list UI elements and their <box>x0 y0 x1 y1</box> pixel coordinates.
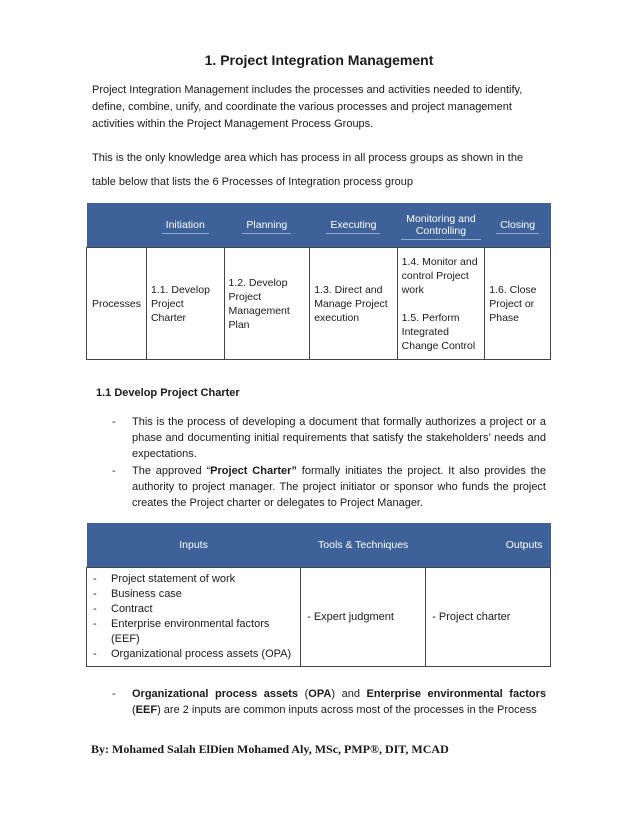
bullet-dash: - <box>112 465 116 477</box>
bullet-dash: - <box>93 618 97 630</box>
header-monitoring-label: Monitoring and Controlling <box>401 211 481 240</box>
input-item: Project statement of work <box>111 573 236 585</box>
process-groups-table <box>86 203 551 360</box>
bullet-text-bold: Project Charter” <box>210 465 297 477</box>
list-item <box>93 572 294 587</box>
bullet-text-b: formally initiates the project. It also provides the authority to project manager. The project initiator or sponsor who funds the project creates the Project charter or delegates to Project Manager. <box>132 465 546 509</box>
final-bullets <box>112 686 546 719</box>
list-item <box>93 647 294 662</box>
list-item <box>112 686 546 718</box>
bullet-dash: - <box>93 648 97 660</box>
bullet-dash: - <box>93 573 97 585</box>
header-planning <box>224 203 310 248</box>
term-eef-full: Enterprise environmental factors <box>366 688 546 700</box>
page-footer: By: Mohamed Salah ElDien Mohamed Aly, MSc, PMP®, DIT, MCAD <box>91 742 449 756</box>
list-item <box>112 463 546 511</box>
bullet-dash: - <box>112 416 116 428</box>
input-item: Business case <box>111 588 182 600</box>
intro-paragraph-2: This is the only knowledge area which has process in all process groups as shown in the table below that lists the 6 Processes of Integration process group <box>92 152 524 188</box>
header-closing <box>485 203 551 248</box>
term-opa-full: Organizational process assets <box>132 688 299 700</box>
bullet-text: This is the process of developing a document that formally authorizes a project or a phase and documenting initial requirements that satisfy the stakeholders’ needs and expectations. <box>132 416 546 460</box>
cell-tools: - Expert judgment <box>301 568 426 667</box>
ito-table <box>86 523 551 667</box>
inputs-list <box>93 572 294 662</box>
text-part: ) are 2 inputs are common inputs across most of the processes in the Process <box>157 704 537 716</box>
header-tools: Tools & Techniques <box>301 523 426 568</box>
bullet-dash: - <box>93 588 97 600</box>
text-part: ( <box>132 704 136 716</box>
bullet-dash: - <box>93 603 97 615</box>
cell-inputs <box>87 568 301 667</box>
input-item: Enterprise environmental factors (EEF) <box>111 618 270 645</box>
list-item <box>93 587 294 602</box>
process-table-header-row <box>87 203 551 248</box>
header-initiation <box>146 203 224 248</box>
text-part: ) and <box>331 688 367 700</box>
header-initiation-label: Initiation <box>162 217 209 234</box>
header-planning-label: Planning <box>242 217 291 234</box>
row-label-processes: Processes <box>87 248 147 360</box>
header-empty <box>87 203 147 248</box>
section-1-1-bullets <box>112 414 546 512</box>
header-executing-label: Executing <box>326 217 380 234</box>
header-outputs: Outputs <box>426 523 551 568</box>
cell-planning: 1.2. Develop Project Management Plan <box>224 248 310 360</box>
cell-initiation: 1.1. Develop Project Charter <box>146 248 224 360</box>
ito-header-row <box>87 523 551 568</box>
header-inputs: Inputs <box>87 523 301 568</box>
cell-outputs: - Project charter <box>426 568 551 667</box>
term-eef: EEF <box>135 704 158 716</box>
cell-monitoring <box>397 248 485 360</box>
bullet-dash: - <box>112 688 116 700</box>
cell-executing: 1.3. Direct and Manage Project execution <box>310 248 397 360</box>
intro-paragraph-1: Project Integration Management includes the processes and activities needed to identify, define, combine, unify, and coordinate the various processes and project management activities within the Project Management Process Groups. <box>92 84 523 130</box>
input-item: Contract <box>111 603 153 615</box>
cell-monitoring-1-4: 1.4. Monitor and control Project work <box>401 255 478 296</box>
term-opa: OPA <box>308 688 332 700</box>
process-table-row <box>87 248 551 360</box>
input-item: Organizational process assets (OPA) <box>111 648 292 660</box>
text-part: ( <box>298 688 309 700</box>
section-heading-1-1: 1.1 Develop Project Charter <box>96 387 240 399</box>
bullet-text-a: The approved “ <box>132 465 211 477</box>
header-executing <box>310 203 397 248</box>
list-item <box>93 602 294 617</box>
header-closing-label: Closing <box>496 217 539 234</box>
ito-row <box>87 568 551 667</box>
list-item <box>112 414 546 462</box>
list-item <box>93 617 294 647</box>
cell-closing: 1.6. Close Project or Phase <box>485 248 551 360</box>
page-title: 1. Project Integration Management <box>204 52 434 68</box>
header-monitoring <box>397 203 485 248</box>
cell-monitoring-1-5: 1.5. Perform Integrated Change Control <box>401 311 476 352</box>
